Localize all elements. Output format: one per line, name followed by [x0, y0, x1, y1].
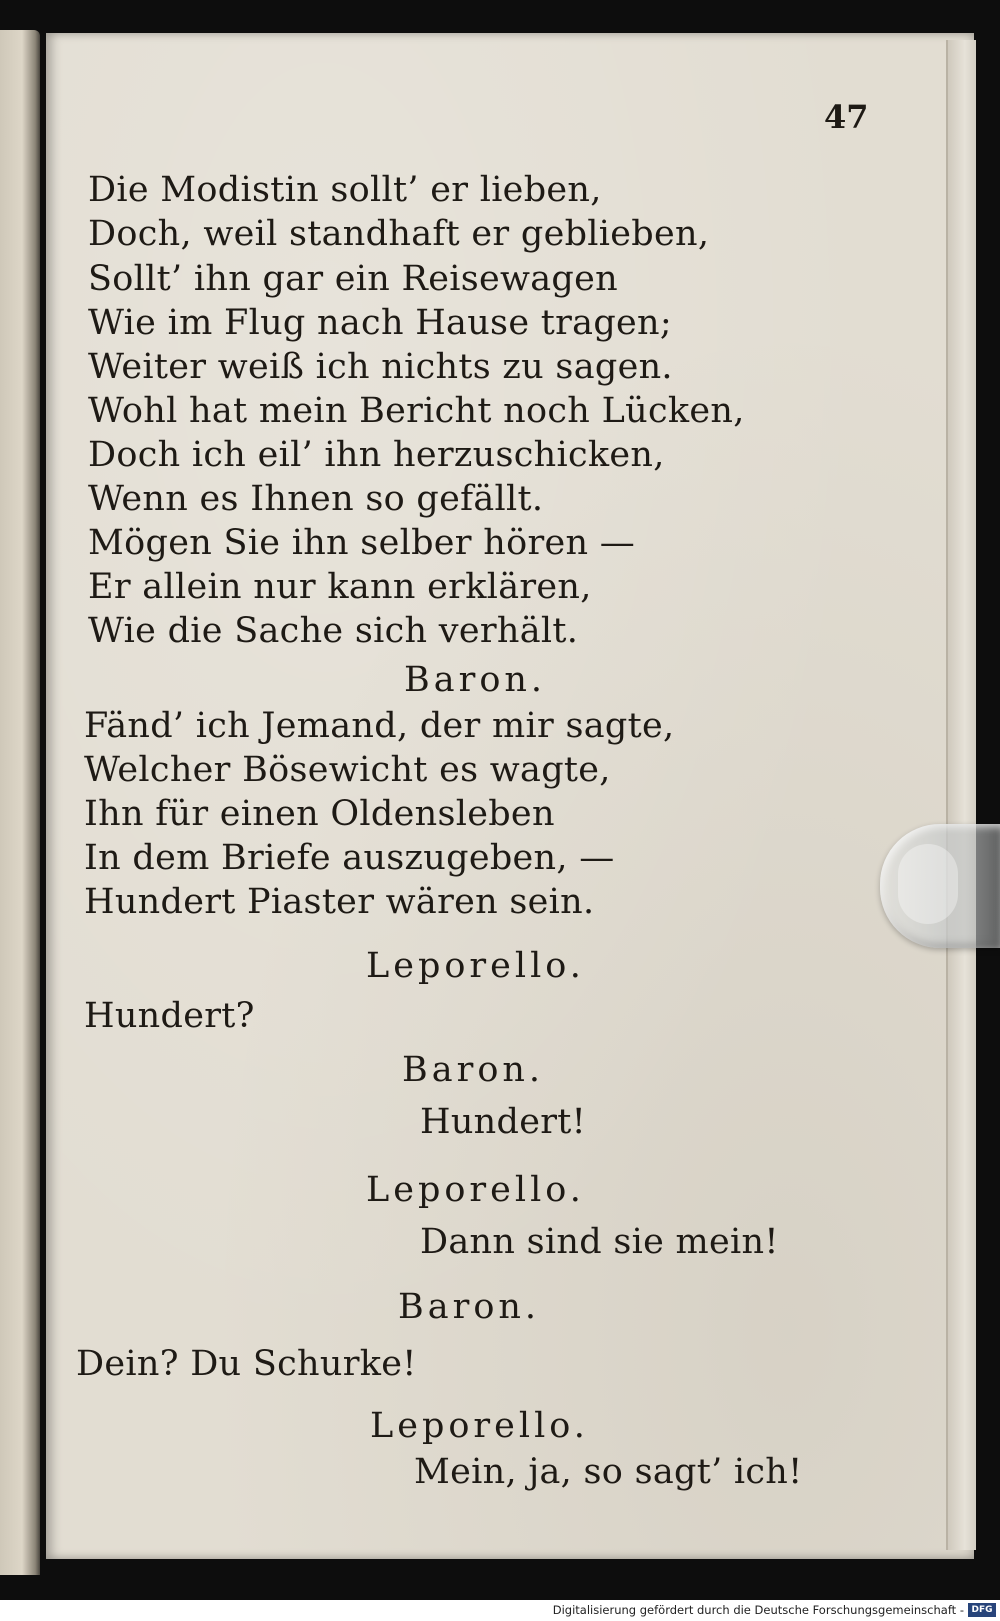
verse-line: Fänd’ ich Jemand, der mir sagte, — [84, 706, 675, 746]
verse-line: Wie die Sache sich verhält. — [88, 611, 579, 651]
clamp-highlight — [898, 844, 958, 924]
verse-line: Die Modistin sollt’ er lieben, — [88, 170, 602, 210]
speaker-heading: Leporello. — [370, 1406, 589, 1446]
verse-line: In dem Briefe auszugeben, — — [84, 838, 615, 878]
verse-line: Dann sind sie mein! — [420, 1222, 779, 1262]
previous-page-edge — [0, 30, 40, 1575]
speaker-heading: Baron. — [402, 1050, 545, 1090]
verse-line: Er allein nur kann erklären, — [88, 567, 592, 607]
glass-page-clamp — [880, 824, 1000, 948]
verse-line: Hundert? — [84, 996, 255, 1036]
page-number: 47 — [824, 98, 869, 136]
verse-line: Wohl hat mein Bericht noch Lücken, — [88, 391, 745, 431]
dfg-logo: DFG — [968, 1603, 996, 1617]
verse-line: Weiter weiß ich nichts zu sagen. — [88, 347, 673, 387]
verse-line: Doch, weil standhaft er geblieben, — [88, 214, 710, 254]
verse-line: Hundert Piaster wären sein. — [84, 882, 595, 922]
verse-line: Sollt’ ihn gar ein Reisewagen — [88, 259, 618, 299]
verse-line: Mögen Sie ihn selber hören — — [88, 523, 636, 563]
digitization-credit: Digitalisierung gefördert durch die Deutsche Forschungsgemeinschaft - — [552, 1603, 964, 1617]
verse-line: Ihn für einen Oldensleben — [84, 794, 555, 834]
speaker-heading: Leporello. — [366, 946, 585, 986]
speaker-heading: Baron. — [398, 1287, 541, 1327]
verse-line: Hundert! — [420, 1102, 586, 1142]
next-page-edge — [946, 40, 976, 1550]
verse-line: Wie im Flug nach Hause tragen; — [88, 303, 672, 343]
verse-line: Mein, ja, so sagt’ ich! — [414, 1452, 803, 1492]
verse-line: Wenn es Ihnen so gefällt. — [88, 479, 544, 519]
speaker-heading: Baron. — [404, 660, 547, 700]
verse-line: Dein? Du Schurke! — [76, 1344, 417, 1384]
speaker-heading: Leporello. — [366, 1170, 585, 1210]
verse-line: Doch ich eil’ ihn herzuschicken, — [88, 435, 665, 475]
verse-line: Welcher Bösewicht es wagte, — [84, 750, 611, 790]
